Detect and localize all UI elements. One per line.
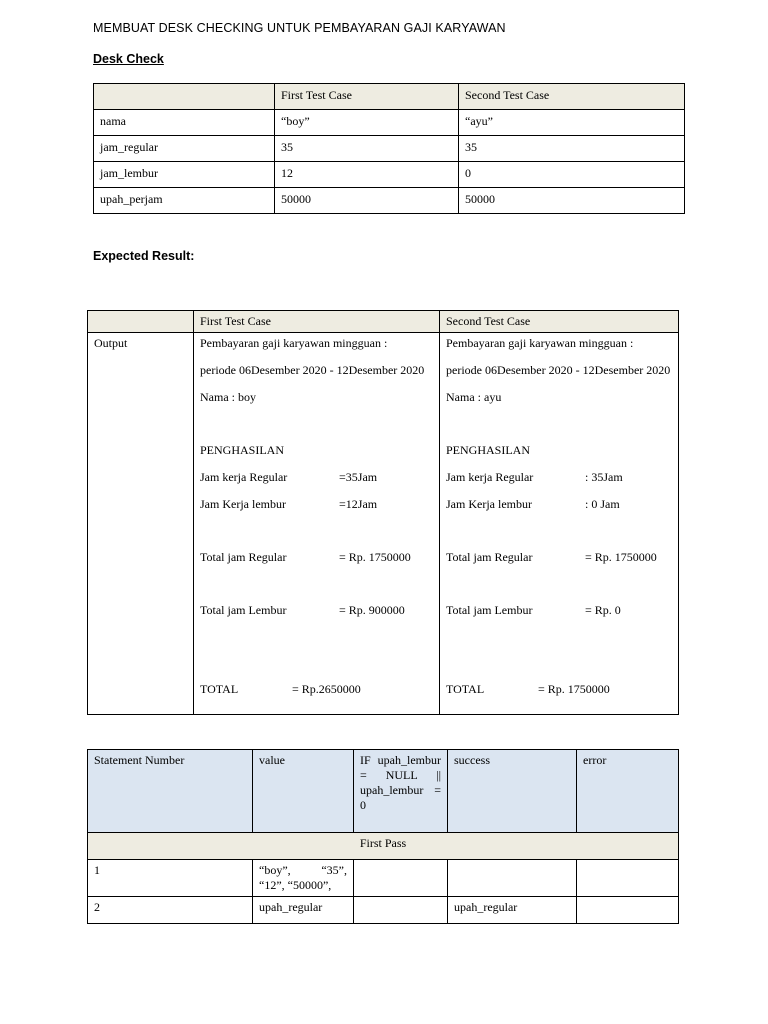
header-cell: Second Test Case	[459, 84, 685, 110]
table-cell: 50000	[459, 188, 685, 214]
overtime-hours-line	[446, 497, 672, 512]
header-cell	[88, 311, 194, 333]
header-cell: IF upah_lembur = NULL || upah_lembur = 0	[354, 750, 448, 833]
regular-total-line	[200, 550, 433, 565]
value: = Rp. 1750000	[538, 682, 610, 696]
table-cell	[354, 860, 448, 897]
name-line: Nama : boy	[200, 390, 256, 404]
table-row	[94, 162, 685, 188]
first-case-output	[194, 333, 440, 715]
value: =35Jam	[339, 470, 378, 484]
value: = Rp.2650000	[292, 682, 361, 696]
regular-hours-line	[446, 470, 672, 485]
section-row	[88, 833, 679, 860]
table-cell: 35	[275, 136, 459, 162]
header-cell	[94, 84, 275, 110]
label: Jam Kerja lembur	[200, 497, 286, 511]
table-cell: 1	[88, 860, 253, 897]
value: = Rp. 0	[585, 603, 621, 617]
period-line: periode 06Desember 2020 - 12Desember 2020	[200, 363, 425, 377]
second-case-output	[440, 333, 679, 715]
overtime-total-line	[446, 603, 672, 618]
table-cell: jam_regular	[94, 136, 275, 162]
table-cell: jam_lembur	[94, 162, 275, 188]
label: Total jam Lembur	[200, 603, 287, 617]
header-cell: First Test Case	[275, 84, 459, 110]
table-header-row	[88, 750, 679, 833]
document-title: MEMBUAT DESK CHECKING UNTUK PEMBAYARAN GAJI KARYAWAN	[93, 21, 506, 35]
income-heading: PENGHASILAN	[446, 443, 530, 457]
value: = Rp. 1750000	[585, 550, 657, 564]
header-cell: value	[253, 750, 354, 833]
header-cell: Statement Number	[88, 750, 253, 833]
table-cell: upah_regular	[253, 897, 354, 924]
value: = Rp. 1750000	[339, 550, 411, 564]
desk-check-table	[93, 83, 685, 214]
row-label: Output	[88, 333, 194, 715]
label: Jam kerja Regular	[446, 470, 534, 484]
table-cell	[577, 860, 679, 897]
table-cell: 35	[459, 136, 685, 162]
grand-total-line	[200, 682, 433, 697]
label: TOTAL	[200, 682, 239, 696]
table-row	[88, 860, 679, 897]
table-cell: 50000	[275, 188, 459, 214]
value: = Rp. 900000	[339, 603, 405, 617]
header-cell: First Test Case	[194, 311, 440, 333]
table-cell: nama	[94, 110, 275, 136]
expected-result-table	[87, 310, 679, 715]
table-row	[94, 110, 685, 136]
header-cell: error	[577, 750, 679, 833]
value: =12Jam	[339, 497, 378, 511]
table-row	[88, 897, 679, 924]
overtime-hours-line	[200, 497, 433, 512]
label: Total jam Regular	[446, 550, 533, 564]
table-cell: 0	[459, 162, 685, 188]
label: TOTAL	[446, 682, 485, 696]
period-line: periode 06Desember 2020 - 12Desember 2020	[446, 363, 671, 377]
table-cell: 12	[275, 162, 459, 188]
table-cell: “boy”	[275, 110, 459, 136]
value: : 0 Jam	[585, 497, 620, 511]
table-row	[88, 333, 679, 715]
label: Total jam Regular	[200, 550, 287, 564]
regular-hours-line	[200, 470, 433, 485]
name-line: Nama : ayu	[446, 390, 502, 404]
table-cell	[448, 860, 577, 897]
regular-total-line	[446, 550, 672, 565]
header-cell: Second Test Case	[440, 311, 679, 333]
table-cell: “boy”, “35”, “12”, “50000”,	[253, 860, 354, 897]
output-line: Pembayaran gaji karyawan mingguan :	[446, 336, 634, 350]
desk-check-heading: Desk Check	[93, 52, 164, 66]
value: : 35Jam	[585, 470, 623, 484]
overtime-total-line	[200, 603, 433, 618]
output-line: Pembayaran gaji karyawan mingguan :	[200, 336, 388, 350]
table-header-row	[94, 84, 685, 110]
table-cell: “ayu”	[459, 110, 685, 136]
table-row	[94, 188, 685, 214]
header-cell: success	[448, 750, 577, 833]
section-label: First Pass	[88, 833, 679, 860]
table-cell	[354, 897, 448, 924]
label: Jam Kerja lembur	[446, 497, 532, 511]
table-cell	[577, 897, 679, 924]
trace-table	[87, 749, 679, 924]
table-cell: 2	[88, 897, 253, 924]
expected-result-heading: Expected Result:	[93, 249, 195, 263]
table-row	[94, 136, 685, 162]
label: Jam kerja Regular	[200, 470, 288, 484]
table-cell: upah_perjam	[94, 188, 275, 214]
table-header-row	[88, 311, 679, 333]
table-cell: upah_regular	[448, 897, 577, 924]
label: Total jam Lembur	[446, 603, 533, 617]
grand-total-line	[446, 682, 672, 697]
income-heading: PENGHASILAN	[200, 443, 284, 457]
